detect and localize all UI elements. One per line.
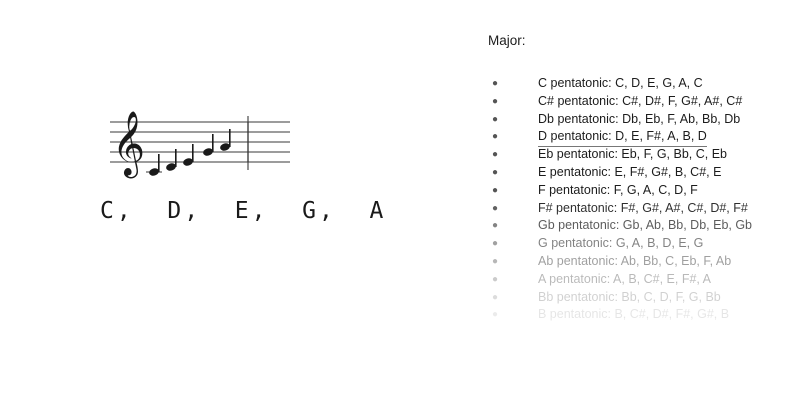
list-item[interactable] [488, 164, 800, 182]
bullet-icon: ● [491, 149, 499, 161]
bullet-icon: ● [491, 238, 499, 250]
list-item-label: E pentatonic: E, F#, G#, B, C#, E [538, 164, 722, 179]
list-item-label: Ab pentatonic: Ab, Bb, C, Eb, F, Ab [538, 253, 732, 268]
list-item[interactable] [488, 271, 800, 289]
bullet-icon: ● [491, 273, 499, 285]
list-item[interactable] [488, 75, 800, 93]
music-staff [110, 110, 290, 188]
list-item-label: C pentatonic: C, D, E, G, A, C [538, 76, 703, 90]
list-item-label: G pentatonic: G, A, B, D, E, G [538, 236, 704, 251]
bullet-icon: ● [491, 113, 499, 125]
bullet-icon: ● [491, 220, 499, 232]
bullet-icon: ● [491, 131, 499, 143]
scale-list-panel [470, 0, 800, 404]
list-item-label: Gb pentatonic: Gb, Ab, Bb, Db, Eb, Gb [538, 218, 753, 233]
list-item[interactable] [488, 128, 800, 146]
bullet-icon: ● [491, 291, 499, 303]
list-item-label: F# pentatonic: F#, G#, A#, C#, D#, F# [538, 200, 748, 215]
list-heading: Major: [488, 33, 526, 48]
pentatonic-scale-list [488, 75, 800, 324]
list-item-label: Db pentatonic: Db, Eb, F, Ab, Bb, Db [538, 111, 741, 126]
list-item[interactable] [488, 200, 800, 218]
list-item[interactable] [488, 306, 800, 324]
list-item[interactable] [488, 93, 800, 111]
list-item-label: Eb pentatonic: Eb, F, G, Bb, C, Eb [538, 147, 727, 162]
treble-clef-icon: 𝄞 [112, 111, 146, 176]
list-item[interactable] [488, 253, 800, 271]
list-item[interactable] [488, 289, 800, 307]
list-item-label: D pentatonic: D, E, F#, A, B, D [538, 128, 707, 147]
list-item[interactable] [488, 235, 800, 253]
bullet-icon: ● [491, 309, 499, 321]
list-item-label: A pentatonic: A, B, C#, E, F#, A [538, 271, 712, 286]
list-item-label: Bb pentatonic: Bb, C, D, F, G, Bb [538, 289, 721, 304]
list-item[interactable] [488, 146, 800, 164]
staff-svg [110, 110, 290, 188]
list-item[interactable] [488, 217, 800, 235]
list-item[interactable] [488, 182, 800, 200]
note-letters-label: C, D, E, G, A [100, 198, 387, 224]
bullet-icon: ● [491, 166, 499, 178]
bullet-icon: ● [491, 202, 499, 214]
bullet-icon: ● [491, 184, 499, 196]
bullet-icon: ● [491, 78, 499, 89]
note-heads [148, 129, 231, 177]
list-item-label: B pentatonic: B, C#, D#, F#, G#, B [538, 307, 730, 322]
list-item[interactable] [488, 111, 800, 129]
bullet-icon: ● [491, 95, 499, 107]
list-item-label: F pentatonic: F, G, A, C, D, F [538, 182, 698, 197]
bullet-icon: ● [491, 255, 499, 267]
list-item-label: C# pentatonic: C#, D#, F, G#, A#, C# [538, 93, 743, 108]
